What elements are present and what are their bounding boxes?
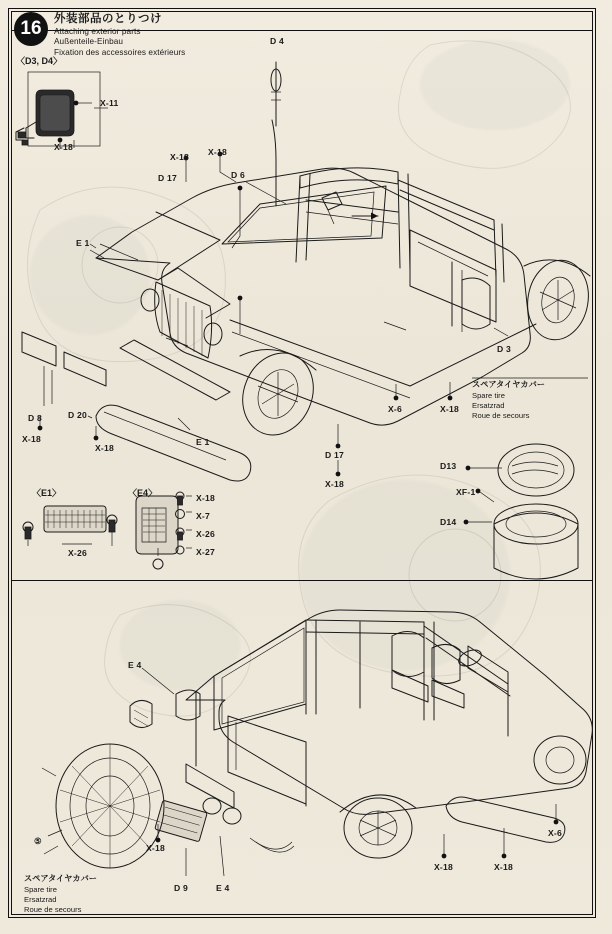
callout-u2: X-11 — [100, 98, 119, 108]
subassembly-d3-d4-art — [16, 72, 100, 149]
step-title-jp: 外装部品のとりつけ — [54, 13, 162, 25]
jeep-lower-art — [42, 610, 592, 876]
callout-u5: D 17 — [158, 173, 177, 183]
callout-lower-l3: X-18 — [146, 843, 165, 853]
callout-u6: X-18 — [208, 147, 227, 157]
spare-tire-caption-lower-de: Ersatzrad — [24, 894, 57, 904]
callout-u3: X-18 — [54, 142, 73, 152]
callout-lower-l8: X-6 — [548, 828, 562, 838]
step-title-en: Attaching exterior parts — [54, 26, 141, 36]
callout-u14: E 1 — [196, 437, 210, 447]
callout-lower-l1: E 4 — [128, 660, 142, 670]
callout-u8: E 1 — [76, 238, 90, 248]
spare-tire-caption-lower-en: Spare tire — [24, 884, 57, 894]
spare-tire-caption-jp: スペアタイヤカバー — [472, 380, 545, 389]
callout-u12: D 20 — [68, 410, 87, 420]
step-title-de: Außenteile-Einbau — [54, 37, 124, 47]
callout-u18: X-18 — [325, 479, 344, 489]
callout-lower-l2: ⑤ — [34, 836, 42, 846]
step-title-fr: Fixation des accessoires extérieurs — [54, 47, 186, 57]
spare-tire-caption-fr: Roue de secours — [472, 410, 530, 420]
callout-e4-e4d: X-27 — [196, 547, 215, 557]
spare-tire-caption-upper — [472, 380, 545, 421]
callout-e1-e1a: X-26 — [68, 548, 87, 558]
subassembly-title-d3-d4: 〈D3, D4〉 — [16, 56, 63, 66]
step-number-badge: 16 — [14, 12, 48, 46]
callout-u11: X-18 — [22, 434, 41, 444]
spare-tire-caption-de: Ersatzrad — [472, 400, 505, 410]
callout-u9: D 3 — [497, 344, 511, 354]
subassembly-e4-art — [136, 492, 192, 569]
callout-u1: D 4 — [270, 36, 284, 46]
spare-tire-caption-lower-fr: Roue de secours — [24, 904, 82, 914]
spare-tire-caption-lower — [24, 874, 97, 915]
callout-e4-e4a: X-18 — [196, 493, 215, 503]
spare-tire-caption-lower-jp: スペアタイヤカバー — [24, 874, 97, 883]
spare-tire-caption-en: Spare tire — [472, 390, 505, 400]
subassembly-e1-art — [23, 506, 117, 546]
callout-e4-e4b: X-7 — [196, 511, 210, 521]
callout-lower-l5: E 4 — [216, 883, 230, 893]
callout-u19: D13 — [440, 461, 457, 471]
callout-lower-l4: D 9 — [174, 883, 188, 893]
callout-u10: D 8 — [28, 413, 42, 423]
callout-u15: X-6 — [388, 404, 402, 414]
callout-u20: XF-1 — [456, 487, 476, 497]
callout-u16: X-18 — [440, 404, 459, 414]
callout-u17: D 17 — [325, 450, 344, 460]
callout-u7: D 6 — [231, 170, 245, 180]
subassembly-title-e4: 〈E4〉 — [128, 488, 158, 498]
callout-u4: X-18 — [170, 152, 189, 162]
callout-u13: X-18 — [95, 443, 114, 453]
callout-lower-l6: X-18 — [434, 862, 453, 872]
subassembly-title-e1: 〈E1〉 — [32, 488, 62, 498]
callout-e4-e4c: X-26 — [196, 529, 215, 539]
callout-u21: D14 — [440, 517, 457, 527]
callout-lower-l7: X-18 — [494, 862, 513, 872]
